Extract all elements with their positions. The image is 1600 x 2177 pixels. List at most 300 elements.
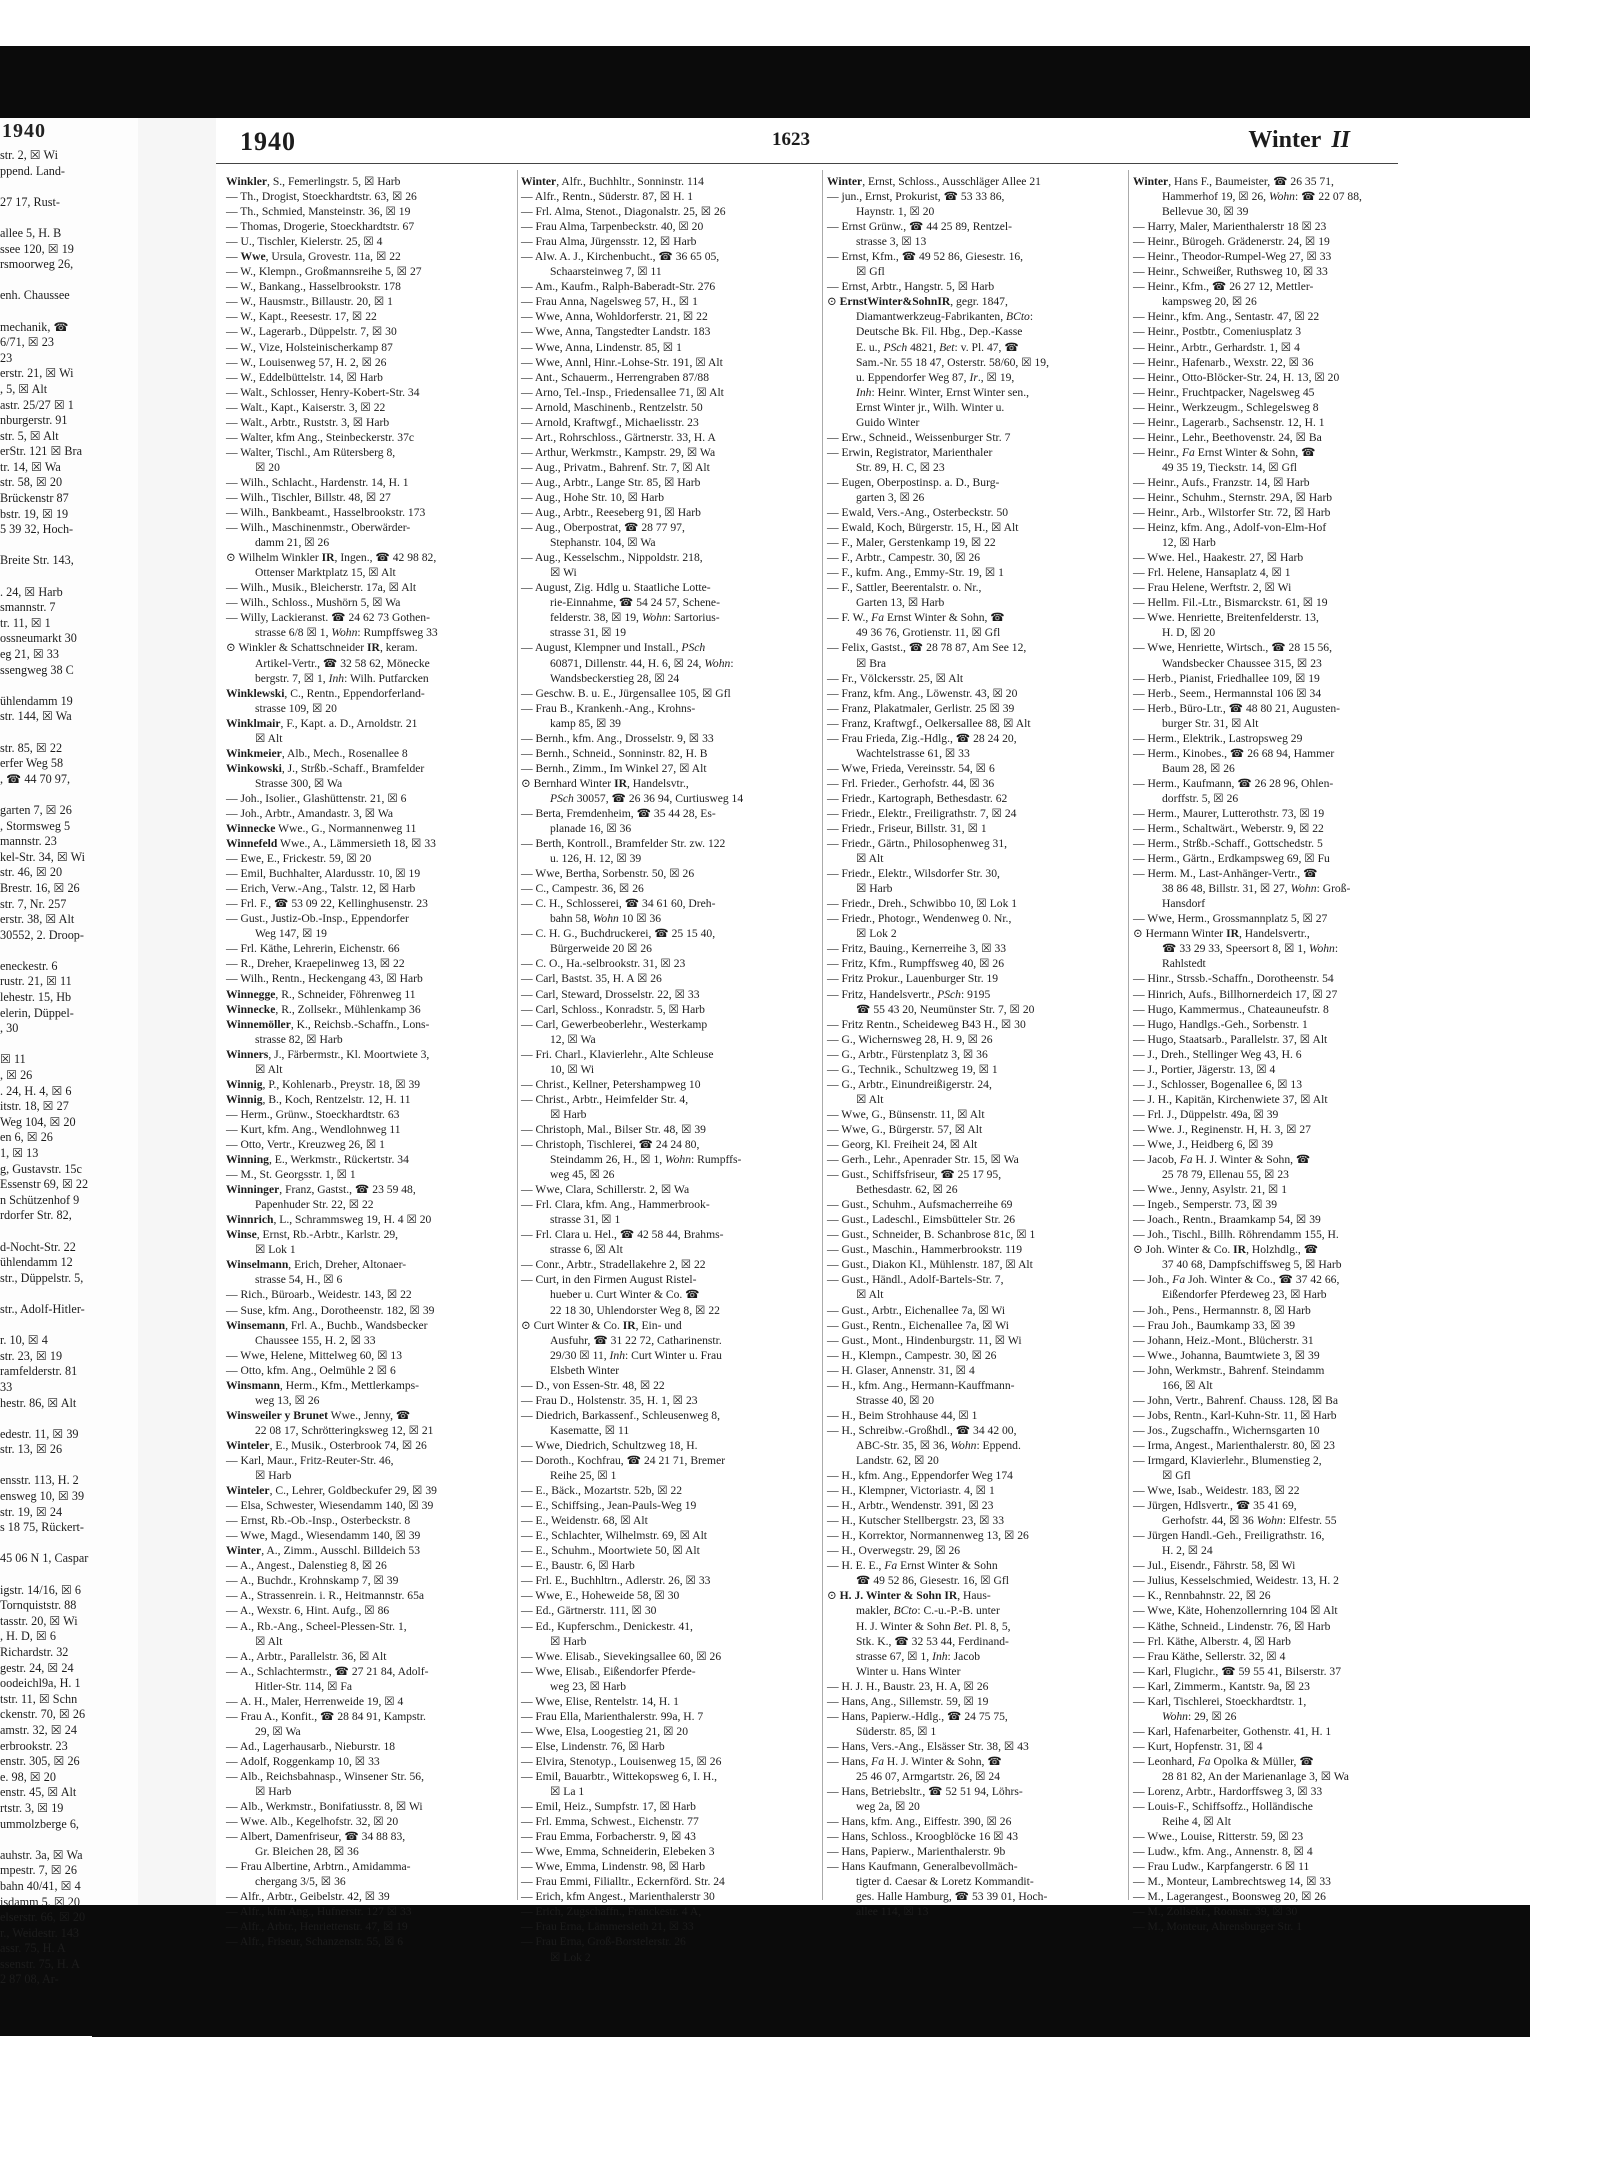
directory-entry: — Rich., Büroarb., Weidestr. 143, ☒ 22 — [226, 1288, 412, 1302]
directory-entry: — Geschw. B. u. E., Jürgensallee 105, ☒ Gfl — [521, 686, 731, 700]
directory-entry: — Heinr., Arbtr., Gerhardstr. 1, ☒ 4 — [1133, 340, 1300, 354]
directory-entry: — A., Schlachtermstr., ☎ 27 21 84, Adolf- — [226, 1664, 429, 1678]
facing-page-line: , Stormsweg 5 — [0, 818, 71, 833]
directory-entry: H. D, ☒ 20 — [1133, 626, 1216, 640]
facing-page-year: 1940 — [2, 120, 46, 142]
directory-column-2 — [521, 174, 817, 1964]
directory-entry: — M., Zollsekr., Roonstr. 39, ☒ 30 — [1133, 1905, 1298, 1919]
directory-entry: — Heinr., Theodor-Rumpel-Weg 27, ☒ 33 — [1133, 250, 1332, 264]
scan-border-top — [92, 46, 1530, 118]
directory-entry: — Ed., Kupferschm., Denickestr. 41, — [521, 1619, 693, 1633]
facing-page-line: str. 7, Nr. 257 — [0, 896, 67, 911]
directory-entry: — Wwe, Annl, Hinr.-Lohse-Str. 191, ☒ Alt — [521, 355, 723, 369]
directory-entry: — G., Technik., Schultzweg 19, ☒ 1 — [827, 1062, 998, 1076]
directory-entry: — Fritz, Kfm., Rumpffsweg 40, ☒ 26 — [827, 957, 1004, 971]
directory-entry: — Willy, Lackieranst. ☎ 24 62 73 Gothen- — [226, 611, 430, 625]
directory-entry: Wandsbecker Chaussee 315, ☒ 23 — [1133, 656, 1322, 670]
directory-entry: — A., Rb.-Ang., Scheel-Plessen-Str. 1, — [226, 1619, 407, 1633]
directory-entry: bergstr. 7, ☒ 1, Inh: Wilh. Putfarcken — [226, 671, 429, 685]
directory-entry: — Th., Schmied, Mansteinstr. 36, ☒ 19 — [226, 205, 411, 219]
directory-entry: — Karl, Maur., Fritz-Reuter-Str. 46, — [226, 1453, 394, 1467]
facing-page-line — [0, 179, 138, 195]
directory-entry: — Wwe, Diedrich, Schultzweg 18, H. — [521, 1438, 698, 1452]
facing-page-line: Breite Str. 143, — [0, 553, 74, 568]
directory-entry: — Alfr., Arbtr., Henriettenstr. 47, ☒ 19 — [226, 1920, 408, 1934]
directory-entry: — Gust., Schiffsfriseur, ☎ 25 17 95, — [827, 1168, 1002, 1182]
directory-entry: — Fri. Charl., Klavierlehr., Alte Schleuse — [521, 1047, 714, 1061]
directory-entry: — Ed., Gärtnerstr. 111, ☒ 30 — [521, 1604, 657, 1618]
directory-entry: — Gust., Mont., Hindenburgstr. 11, ☒ Wi — [827, 1333, 1022, 1347]
directory-entry: ☒ Harb — [521, 1107, 587, 1121]
directory-entry: — Heinr., Arb., Wilstorfer Str. 72, ☒ Harb — [1133, 506, 1331, 520]
directory-entry: weg 2a, ☒ 20 — [827, 1800, 920, 1814]
column-rule — [822, 170, 823, 1900]
directory-entry: Winklewski, C., Rentn., Eppendorferland- — [226, 686, 425, 700]
facing-page-line: r. 10, ☒ 4 — [0, 1333, 48, 1348]
facing-page-line: ramfelderstr. 81 — [0, 1364, 78, 1379]
facing-page-line: str. 5, ☒ Alt — [0, 428, 59, 443]
directory-entry: ⊙ Curt Winter & Co. IR, Ein- und — [521, 1318, 682, 1332]
directory-entry: — Fritz, Bauing., Kernerreihe 3, ☒ 33 — [827, 942, 1007, 956]
facing-page-line: str. 58, ☒ 20 — [0, 475, 63, 490]
directory-entry: — Frl. Frieder., Gerhofstr. 44, ☒ 36 — [827, 776, 995, 790]
directory-entry: — Alb., Reichsbahnasp., Winsener Str. 56, — [226, 1769, 425, 1783]
directory-entry: damm 21, ☒ 26 — [226, 536, 330, 550]
directory-entry: felderstr. 38, ☒ 19, Wohn: Sartorius- — [521, 611, 720, 625]
directory-entry: — Wwe, Emma, Lindenstr. 98, ☒ Harb — [521, 1860, 706, 1874]
directory-entry: Ottenser Marktplatz 15, ☒ Alt — [226, 566, 396, 580]
facing-page-line — [0, 1567, 138, 1583]
directory-entry: — Wwe, E., Hoheweide 58, ☒ 30 — [521, 1589, 680, 1603]
directory-entry: — Hans, Fa H. J. Winter & Sohn, ☎ — [827, 1754, 1002, 1768]
directory-entry: makler, BCto: C.-u.-P.-B. unter — [827, 1604, 1000, 1618]
directory-entry: — Wwe. Elisab., Sievekingsallee 60, ☒ 26 — [521, 1649, 722, 1663]
directory-entry: ☒ Wi — [521, 566, 577, 580]
directory-entry: — Herm., Elektrik., Lastropsweg 29 — [1133, 731, 1303, 745]
directory-entry: — F., Arbtr., Campestr. 30, ☒ 26 — [827, 551, 981, 565]
directory-entry: — Hugo, Kammermus., Chateauneufstr. 8 — [1133, 1002, 1329, 1016]
facing-page-line: , ☎ 44 70 97, — [0, 771, 71, 786]
directory-entry: — Adolf, Roggenkamp 10, ☒ 33 — [226, 1754, 380, 1768]
directory-entry: Winteler, E., Musik., Osterbrook 74, ☒ 26 — [226, 1438, 427, 1452]
facing-page-line — [0, 943, 138, 959]
directory-entry: — U., Tischler, Kielerstr. 25, ☒ 4 — [226, 235, 383, 249]
page-gutter — [138, 118, 216, 1905]
directory-entry: — Frau Anna, Nagelsweg 57, H., ☒ 1 — [521, 295, 698, 309]
directory-entry: tigter d. Caesar & Loretz Kommandit- — [827, 1875, 1034, 1889]
directory-entry: — Käthe, Schneid., Lindenstr. 76, ☒ Harb — [1133, 1619, 1331, 1633]
directory-entry: — Eugen, Oberpostinsp. a. D., Burg- — [827, 475, 1000, 489]
facing-page-line: Brückenstr 87 — [0, 491, 69, 506]
directory-entry: — Gust., Arbtr., Eichenallee 7a, ☒ Wi — [827, 1303, 1006, 1317]
facing-page-line: eg 21, ☒ 33 — [0, 647, 59, 661]
directory-entry: — R., Dreher, Kraepelinweg 13, ☒ 22 — [226, 957, 405, 971]
directory-entry: — Wwe, Emma, Schneiderin, Elebeken 3 — [521, 1845, 715, 1859]
facing-page-line — [0, 538, 138, 554]
facing-page-line: astr. 25/27 ☒ 1 — [0, 397, 74, 412]
directory-entry: — Bernh., Zimm., Im Winkel 27, ☒ Alt — [521, 761, 707, 775]
directory-entry: — H., Kutscher Stellbergstr. 23, ☒ 33 — [827, 1514, 1004, 1528]
facing-page-line: , H. D, ☒ 6 — [0, 1629, 56, 1644]
directory-entry: — Conr., Arbtr., Stradellakehre 2, ☒ 22 — [521, 1258, 706, 1272]
directory-entry: — Franz, Plakatmaler, Gerlistr. 25 ☒ 39 — [827, 701, 1015, 715]
directory-entry: — Ernst, Kfm., ☎ 49 52 86, Giesestr. 16, — [827, 250, 1024, 264]
facing-page-line: r., Weidestr. 143 — [0, 1925, 80, 1940]
facing-page-line: hestr. 86, ☒ Alt — [0, 1395, 77, 1410]
directory-entry: — Frau Erna, Groß-Borstelerstr. 26 — [521, 1935, 686, 1949]
directory-entry: Inh: Heinr. Winter, Ernst Winter sen., — [855, 385, 1030, 399]
directory-entry: 38 86 48, Billstr. 31, ☒ 27, Wohn: Groß- — [1133, 882, 1351, 896]
directory-entry: — E., Schiffsing., Jean-Pauls-Weg 19 — [521, 1499, 697, 1513]
directory-entry: — Ingeb., Semperstr. 73, ☒ 39 — [1133, 1198, 1278, 1212]
facing-page-line: erfer Weg 58 — [0, 756, 64, 771]
directory-entry: — Herm., Kaufmann, ☎ 26 28 96, Ohlen- — [1133, 776, 1334, 790]
directory-entry: Winter, Hans F., Baumeister, ☎ 26 35 71, — [1133, 175, 1334, 188]
directory-entry: — A., Angest., Dalenstieg 8, ☒ 26 — [226, 1559, 387, 1573]
directory-entry: Winselmann, Erich, Dreher, Altonaer- — [226, 1258, 407, 1272]
directory-entry: — F., Maler, Gerstenkamp 19, ☒ 22 — [827, 536, 996, 550]
directory-entry: Steindamm 26, H., ☒ 1, Wohn: Rumpffs- — [521, 1153, 742, 1167]
directory-entry: — F. W., Fa Ernst Winter & Sohn, ☎ — [827, 611, 1005, 625]
directory-entry: ☒ La 1 — [521, 1785, 585, 1799]
directory-entry: — Frau Ella, Marienthalerstr. 99a, H. 7 — [521, 1709, 704, 1723]
facing-page-line: 27 17, Rust- — [0, 194, 60, 209]
facing-page-line: 23 — [0, 350, 13, 365]
directory-entry: — Ernst, Arbtr., Hangstr. 5, ☒ Harb — [827, 280, 995, 294]
directory-entry: — W., Lagerarb., Düppelstr. 7, ☒ 30 — [226, 325, 397, 339]
directory-entry: ☒ Harb — [226, 1469, 292, 1483]
directory-entry: — Alfr., kfm Ang., Hufnerstr. 127 ☒ 33 — [226, 1905, 412, 1919]
directory-entry: — J., Portier, Jägerstr. 13, ☒ 4 — [1133, 1062, 1276, 1076]
directory-entry: — Frau Emma, Forbacherstr. 9, ☒ 43 — [521, 1830, 696, 1844]
directory-entry: Landstr. 62, ☒ 20 — [827, 1453, 939, 1467]
directory-entry: — Frau Käthe, Sellerstr. 32, ☒ 4 — [1133, 1649, 1286, 1663]
directory-entry: Winklmair, F., Kapt. a. D., Arnoldstr. 21 — [226, 716, 418, 730]
directory-entry: — Aug., Oberpostrat, ☎ 28 77 97, — [521, 521, 685, 535]
directory-entry: — H., Overwegstr. 29, ☒ 26 — [827, 1544, 961, 1558]
directory-entry: strasse 31, ☒ 19 — [521, 626, 627, 640]
directory-entry: Winter, Alfr., Buchhltr., Sonninstr. 114 — [521, 175, 704, 188]
directory-entry: — Wilh., Schloss., Mushörn 5, ☒ Wa — [226, 596, 401, 610]
directory-entry: — Walt., Kapt., Kaiserstr. 3, ☒ 22 — [226, 400, 386, 414]
directory-entry: — Hans, Vers.-Ang., Elsässer Str. 38, ☒ 43 — [827, 1739, 1029, 1753]
directory-entry: — Heinr., Bürogeh. Grädenerstr. 24, ☒ 19 — [1133, 235, 1330, 249]
directory-entry: — E., Baustr. 6, ☒ Harb — [521, 1559, 635, 1573]
facing-page-line: ühlendamm 19 — [0, 693, 73, 708]
directory-column-4 — [1133, 174, 1395, 1934]
directory-entry: — Herm., Strßb.-Schaff., Gottschedstr. 5 — [1133, 837, 1323, 851]
directory-entry: ☎ 49 52 86, Giesestr. 16, ☒ Gfl — [827, 1574, 1009, 1588]
page-right-margin — [1398, 118, 1530, 1905]
directory-entry: — Christ., Kellner, Petershampweg 10 — [521, 1077, 701, 1091]
facing-page-line — [0, 1286, 138, 1302]
directory-entry: — Frau Frieda, Zig.-Hdlg., ☎ 28 24 20, — [827, 731, 1017, 745]
directory-entry: — Harry, Maler, Marienthalerstr 18 ☒ 23 — [1133, 220, 1327, 234]
directory-entry: Elsbeth Winter — [521, 1363, 620, 1377]
running-head-name: Winter — [1248, 127, 1322, 153]
directory-entry: — Wwe, Helene, Mittelweg 60, ☒ 13 — [226, 1348, 402, 1362]
facing-page-line — [0, 273, 138, 289]
directory-entry: — Erich, Zugschaffn., Franckestr. 4 A, — [521, 1905, 702, 1919]
running-head — [1248, 127, 1350, 154]
directory-entry: — Wwe, Isab., Weidestr. 183, ☒ 22 — [1133, 1484, 1300, 1498]
directory-entry: — Heinr., Fruchtpacker, Nagelsweg 45 — [1133, 385, 1315, 399]
directory-entry: — Jürgen Handl.-Geh., Freiligrathstr. 16, — [1133, 1529, 1325, 1543]
directory-entry: — Otto, kfm. Ang., Oelmühle 2 ☒ 6 — [226, 1363, 396, 1377]
directory-entry: Bethesdastr. 62, ☒ 26 — [827, 1183, 958, 1197]
facing-page-line: assr. 75, H. A — [0, 1941, 66, 1956]
directory-entry: 166, ☒ Alt — [1133, 1378, 1213, 1392]
directory-entry: Hammerhof 19, ☒ 26, Wohn: ☎ 22 07 88, — [1133, 190, 1362, 204]
directory-entry: — Gust., Schuhm., Aufsmacherreihe 69 — [827, 1198, 1013, 1212]
directory-entry: 12, ☒ Wa — [521, 1032, 596, 1046]
directory-entry: — G., Arbtr., Einundreißigerstr. 24, — [827, 1077, 992, 1091]
facing-page-line: rtstr. 3, ☒ 19 — [0, 1800, 64, 1815]
directory-entry: — Franz, kfm. Ang., Löwenstr. 43, ☒ 20 — [827, 686, 1018, 700]
facing-page-line: erstr. 38, ☒ Alt — [0, 912, 75, 927]
directory-entry: — Ant., Schauerm., Herrengraben 87/88 — [521, 370, 710, 384]
directory-entry: — Jacob, Fa H. J. Winter & Sohn, ☎ — [1133, 1153, 1311, 1167]
directory-entry: Stk. K., ☎ 32 53 44, Ferdinand- — [827, 1634, 1009, 1648]
directory-entry: — Wwe, Anna, Wohldorferstr. 21, ☒ 22 — [521, 310, 708, 324]
facing-page-line: mannstr. 23 — [0, 834, 57, 849]
directory-entry: hueber u. Curt Winter & Co. ☎ — [521, 1288, 700, 1302]
directory-entry: — Friedr., Kartograph, Bethesdastr. 62 — [827, 791, 1008, 805]
facing-page-line: elserstr. 66, ☒ 20 — [0, 1910, 86, 1925]
facing-page-line: 2 87 08, Ar- — [0, 1972, 59, 1987]
directory-entry: — Wwe, Elise, Rentelstr. 14, H. 1 — [521, 1694, 679, 1708]
facing-page-line: 33 — [0, 1379, 13, 1394]
directory-entry: Winnig, P., Kohlenarb., Preystr. 18, ☒ 39 — [226, 1077, 421, 1091]
directory-entry: — jun., Ernst, Prokurist, ☎ 53 33 86, — [827, 190, 1005, 204]
facing-page-fragment — [0, 118, 139, 1987]
directory-entry: — Frl. E., Buchhltrn., Adlerstr. 26, ☒ 33 — [521, 1574, 711, 1588]
directory-entry: — H., kfm. Ang., Eppendorfer Weg 174 — [827, 1469, 1013, 1483]
directory-entry: — Hellm. Fil.-Ltr., Bismarckstr. 61, ☒ 19 — [1133, 596, 1328, 610]
directory-entry: Winnrich, L., Schrammsweg 19, H. 4 ☒ 20 — [226, 1213, 432, 1227]
directory-entry: 37 40 68, Dampfschiffsweg 5, ☒ Harb — [1133, 1258, 1342, 1272]
directory-entry: — Emil, Bauarbtr., Wittekopsweg 6, I. H., — [521, 1769, 718, 1783]
facing-page-line: eneckestr. 6 — [0, 958, 58, 973]
directory-entry: — Wilh., Musik., Bleicherstr. 17a, ☒ Alt — [226, 581, 417, 595]
directory-entry: weg 13, ☒ 26 — [226, 1393, 320, 1407]
facing-page-line — [0, 1832, 138, 1848]
directory-entry: — H., Arbtr., Wendenstr. 391, ☒ 23 — [827, 1499, 994, 1513]
directory-entry: — Erw., Schneid., Weissenburger Str. 7 — [827, 430, 1011, 444]
directory-page — [216, 118, 1398, 1964]
facing-page-line: rdorfer Str. 82, — [0, 1208, 72, 1223]
directory-entry: — August, Zig. Hdlg u. Staatliche Lotte- — [521, 581, 711, 595]
directory-entry: ⊙ H. J. Winter & Sohn IR, Haus- — [827, 1589, 991, 1603]
directory-entry: — Emil, Buchhalter, Alardusstr. 10, ☒ 19 — [226, 867, 421, 881]
directory-entry: ⊙ Hermann Winter IR, Handelsvertr., — [1133, 927, 1310, 941]
directory-entry: ☒ Harb — [827, 882, 893, 896]
directory-entry: — C. H. G., Buchdruckerei, ☎ 25 15 40, — [521, 927, 716, 941]
directory-entry: Winnegge, R., Schneider, Föhrenweg 11 — [226, 987, 416, 1001]
directory-entry: — Alw. A. J., Kirchenbucht., ☎ 36 65 05, — [521, 250, 720, 264]
facing-page-line: Weg 104, ☒ 20 — [0, 1114, 76, 1129]
directory-entry: — Diedrich, Barkassenf., Schleusenweg 8, — [521, 1408, 720, 1422]
directory-entry: — Wilh., Maschinenmstr., Oberwärder- — [226, 521, 411, 535]
directory-column-3 — [827, 174, 1123, 1919]
directory-entry: — Bernh., Schneid., Sonninstr. 82, H. B — [521, 746, 708, 760]
directory-entry: — H., kfm. Ang., Hermann-Kauffmann- — [827, 1378, 1015, 1392]
directory-entry: Winter, A., Zimm., Ausschl. Billdeich 53 — [226, 1544, 420, 1558]
facing-page-line: str. 13, ☒ 26 — [0, 1442, 63, 1457]
directory-entry: Winkler, S., Femerlingstr. 5, ☒ Harb — [226, 175, 401, 188]
facing-page-line: n Schützenhof 9 — [0, 1192, 80, 1207]
directory-entry: dorffstr. 5, ☒ 26 — [1133, 791, 1239, 805]
directory-entry: Winsemann, Frl. A., Buchb., Wandsbecker — [226, 1318, 428, 1332]
directory-entry: burger Str. 31, ☒ Alt — [1133, 716, 1259, 730]
directory-entry: Winnefeld Wwe., A., Lämmersieth 18, ☒ 33 — [226, 837, 436, 851]
facing-page-line: rsmoorweg 26, — [0, 257, 74, 272]
directory-entry: — Herm., Kinobes., ☎ 26 68 94, Hammer — [1133, 746, 1335, 760]
directory-entry: ☒ 20 — [226, 460, 280, 474]
facing-page-line: ssengweg 38 C — [0, 662, 74, 677]
facing-page-line — [0, 1224, 138, 1240]
facing-page-line: ensweg 10, ☒ 39 — [0, 1489, 85, 1504]
directory-entry: — Frau D., Holstenstr. 35, H. 1, ☒ 23 — [521, 1393, 698, 1407]
directory-entry: — W., Bankang., Hasselbrookstr. 178 — [226, 280, 401, 294]
directory-entry: — Felix, Gastst., ☎ 28 78 87, Am See 12, — [827, 641, 1027, 655]
directory-entry: Strasse 40, ☒ 20 — [827, 1393, 935, 1407]
directory-entry: — A., Buchdr., Krohnskamp 7, ☒ 39 — [226, 1574, 399, 1588]
directory-entry: — Ewald, Vers.-Ang., Osterbeckstr. 50 — [827, 506, 1009, 520]
directory-entry: — W., Louisenweg 57, H. 2, ☒ 26 — [226, 355, 387, 369]
directory-entry: — Wilh., Schlacht., Hardenstr. 14, H. 1 — [226, 475, 409, 489]
directory-entry: — H., Schreibw.-Großhdl., ☎ 34 42 00, — [827, 1423, 1017, 1437]
directory-entry: — Wwe, Elisab., Eißendorfer Pferde- — [521, 1664, 696, 1678]
directory-entry: — Walt., Schlosser, Henry-Kobert-Str. 34 — [226, 385, 420, 399]
directory-entry: — Joh., Pens., Hermannstr. 8, ☒ Harb — [1133, 1303, 1311, 1317]
directory-entry: Baum 28, ☒ 26 — [1133, 761, 1235, 775]
directory-entry: — Ernst Grünw., ☎ 44 25 89, Rentzel- — [827, 220, 1012, 234]
facing-page-line — [0, 1037, 138, 1053]
facing-page-line: 6/71, ☒ 23 — [0, 335, 54, 350]
directory-entry: — Gust., Rentn., Eichenallee 7a, ☒ Wi — [827, 1318, 1009, 1332]
running-head-suffix: II — [1331, 127, 1350, 153]
directory-entry: Winkowski, J., Strßb.-Schaff., Bramfelder — [226, 761, 425, 775]
directory-entry: — Herm., Gärtn., Erdkampsweg 69, ☒ Fu — [1133, 852, 1330, 866]
directory-entry: — M., Monteur, Ahrensburger Str. 1 — [1133, 1920, 1303, 1934]
directory-entry: — Frl. F., ☎ 53 09 22, Kellinghusenstr. 23 — [226, 897, 428, 911]
directory-entry: — Friedr., Dreh., Schwibbo 10, ☒ Lok 1 — [827, 897, 1018, 911]
directory-entry: — Wilh., Tischler, Billstr. 48, ☒ 27 — [226, 490, 391, 504]
directory-entry: — Hans, Papierw.-Hdlg., ☎ 24 75 75, — [827, 1709, 1008, 1723]
directory-entry: H. 2, ☒ 24 — [1133, 1544, 1213, 1558]
directory-entry: Sam.-Nr. 55 18 47, Osterstr. 58/60, ☒ 19, — [827, 355, 1049, 369]
facing-page-line: str. 2, ☒ Wi — [0, 148, 58, 162]
directory-entry: — H., Klempn., Campestr. 30, ☒ 26 — [827, 1348, 997, 1362]
directory-entry: ⊙ ErnstWinter&SohnIR, gegr. 1847, — [827, 295, 1008, 309]
directory-entry: — Ewald, Koch, Bürgerstr. 15, H., ☒ Alt — [827, 521, 1019, 535]
directory-entry: ☒ Alt — [226, 731, 283, 745]
directory-entry: — Frl. Helene, Hansaplatz 4, ☒ 1 — [1133, 566, 1291, 580]
facing-page-line: itstr. 18, ☒ 27 — [0, 1099, 69, 1114]
directory-entry: ⊙ Joh. Winter & Co. IR, Holzhdlg., ☎ — [1133, 1243, 1319, 1257]
directory-entry: — Otto, Vertr., Kreuzweg 26, ☒ 1 — [226, 1138, 385, 1151]
directory-entry: E. u., PSch 4821, Bet: v. Pl. 47, ☎ — [827, 340, 1019, 354]
directory-entry: ☒ Alt — [226, 1062, 283, 1076]
facing-page-line: erStr. 121 ☒ Bra — [0, 444, 83, 459]
directory-entry: — Arnold, Kraftwgf., Michaelisstr. 23 — [521, 415, 699, 429]
page-number: 1623 — [772, 129, 810, 150]
directory-entry: — Heinr., kfm. Ang., Sentastr. 47, ☒ 22 — [1133, 310, 1320, 324]
directory-entry: ☒ Alt — [827, 1288, 884, 1302]
directory-entry: — Herm., Grünw., Stoeckhardtstr. 63 — [226, 1107, 400, 1121]
facing-page-line: enstr. 45, ☒ Alt — [0, 1785, 77, 1800]
directory-entry: — Gust., Justiz-Ob.-Insp., Eppendorfer — [226, 912, 409, 926]
directory-entry: kamp 85, ☒ 39 — [521, 716, 621, 730]
directory-entry: — Fritz Rentn., Scheideweg B43 H., ☒ 30 — [827, 1017, 1026, 1031]
page-year: 1940 — [240, 127, 296, 156]
page-header — [216, 123, 1398, 164]
directory-entry: — Walter, Tischl., Am Rütersberg 8, — [226, 445, 396, 459]
directory-entry: — C. O., Ha.-selbrookstr. 31, ☒ 23 — [521, 957, 686, 971]
facing-page-line: allee 5, H. B — [0, 225, 62, 240]
directory-entry: — Aug., Arbtr., Reeseberg 91, ☒ Harb — [521, 506, 701, 520]
facing-page-line: d-Nocht-Str. 22 — [0, 1239, 76, 1254]
directory-entry: — Wwe, Elsa, Loogestieg 21, ☒ 20 — [521, 1724, 688, 1738]
facing-page-line: ☒ 11 — [0, 1052, 26, 1067]
directory-entry: — H., Beim Strohhause 44, ☒ 1 — [827, 1408, 978, 1422]
directory-entry: — M., St. Georgsstr. 1, ☒ 1 — [226, 1168, 356, 1182]
directory-entry: — August, Klempner und Install., PSch — [521, 641, 706, 655]
directory-entry: — Carl, Schloss., Konradstr. 5, ☒ Harb — [521, 1002, 705, 1016]
directory-entry: — Franz, Kraftwgf., Oelkersallee 88, ☒ Alt — [827, 716, 1031, 730]
directory-entry: — Gerh., Lehr., Apenrader Str. 15, ☒ Wa — [827, 1153, 1019, 1167]
directory-entry: — Joh., Tischl., Billh. Röhrendamm 155, H. — [1133, 1228, 1339, 1242]
directory-entry: 25 78 79, Ellenau 55, ☒ 23 — [1133, 1168, 1289, 1182]
directory-entry: — Joh., Isolier., Glashüttenstr. 21, ☒ 6 — [226, 791, 407, 805]
directory-entry: 28 81 82, An der Marienanlage 3, ☒ Wa — [1133, 1769, 1349, 1783]
directory-entry: — Heinr., Hafenarb., Wexstr. 22, ☒ 36 — [1133, 355, 1314, 369]
directory-entry: — C., Campestr. 36, ☒ 26 — [521, 882, 644, 896]
directory-entry: Schaarsteinweg 7, ☒ 11 — [521, 265, 662, 279]
directory-entry: H. J. Winter & Sohn Bet. Pl. 8, 5, — [827, 1619, 1011, 1633]
directory-entry: ☒ Gfl — [1133, 1469, 1191, 1483]
facing-page-line: . 24, ☒ Harb — [0, 584, 63, 599]
directory-entry: — Wwe, Herm., Grossmannplatz 5, ☒ 27 — [1133, 912, 1328, 926]
directory-entry: — Alfr., Friseur, Schanzenstr. 55, ☒ 6 — [226, 1935, 404, 1949]
directory-entry: — Wwe, Ursula, Grovestr. 11a, ☒ 22 — [226, 250, 401, 264]
directory-entry: — Wwe. J., Reginenstr. H, H. 3, ☒ 27 — [1133, 1122, 1311, 1136]
directory-entry: — Heinr., Fa Ernst Winter & Sohn, ☎ — [1133, 445, 1316, 459]
directory-entry: ☒ Harb — [521, 1634, 587, 1648]
facing-page-line: ühlendamm 12 — [0, 1255, 73, 1270]
directory-entry: — Wwe, Clara, Schillerstr. 2, ☒ Wa — [521, 1183, 690, 1197]
directory-entry: weg 23, ☒ Harb — [521, 1679, 627, 1693]
directory-entry: — Herb., Pianist, Friedhallee 109, ☒ 19 — [1133, 671, 1320, 685]
directory-entry: — Wilh., Rentn., Heckengang 43, ☒ Harb — [226, 972, 423, 986]
directory-entry: — J., Schlosser, Bogenallee 6, ☒ 13 — [1133, 1077, 1302, 1091]
facing-page-line: amstr. 32, ☒ 24 — [0, 1722, 77, 1737]
directory-entry: — Heinr., Otto-Blöcker-Str. 24, H. 13, ☒ 20 — [1133, 370, 1340, 384]
directory-entry: — Berta, Fremdenheim, ☎ 35 44 28, Es- — [521, 806, 716, 820]
directory-entry: — Gust., Händl., Adolf-Bartels-Str. 7, — [827, 1273, 1004, 1287]
directory-entry: — Frau Alma, Tarpenbeckstr. 40, ☒ 20 — [521, 220, 704, 234]
directory-entry: — M., Monteur, Lambrechtsweg 14, ☒ 33 — [1133, 1875, 1331, 1889]
directory-entry: — Gust., Schneider, B. Schanbrose 81c, ☒ 1 — [827, 1228, 1036, 1242]
directory-entry: — Gust., Ladeschl., Eimsbütteler Str. 26 — [827, 1213, 1016, 1227]
directory-entry: Winkmeier, Alb., Mech., Rosenallee 8 — [226, 746, 408, 760]
directory-entry: u. Eppendorfer Weg 87, Ir., ☒ 19, — [827, 370, 1015, 384]
directory-entry: — Frau Helene, Werftstr. 2, ☒ Wi — [1133, 581, 1292, 595]
directory-entry: — Wwe, J., Heidberg 6, ☒ 39 — [1133, 1138, 1274, 1151]
facing-page-line: str. 85, ☒ 22 — [0, 740, 63, 755]
directory-entry: Eißendorfer Pferdeweg 23, ☒ Harb — [1133, 1288, 1327, 1302]
